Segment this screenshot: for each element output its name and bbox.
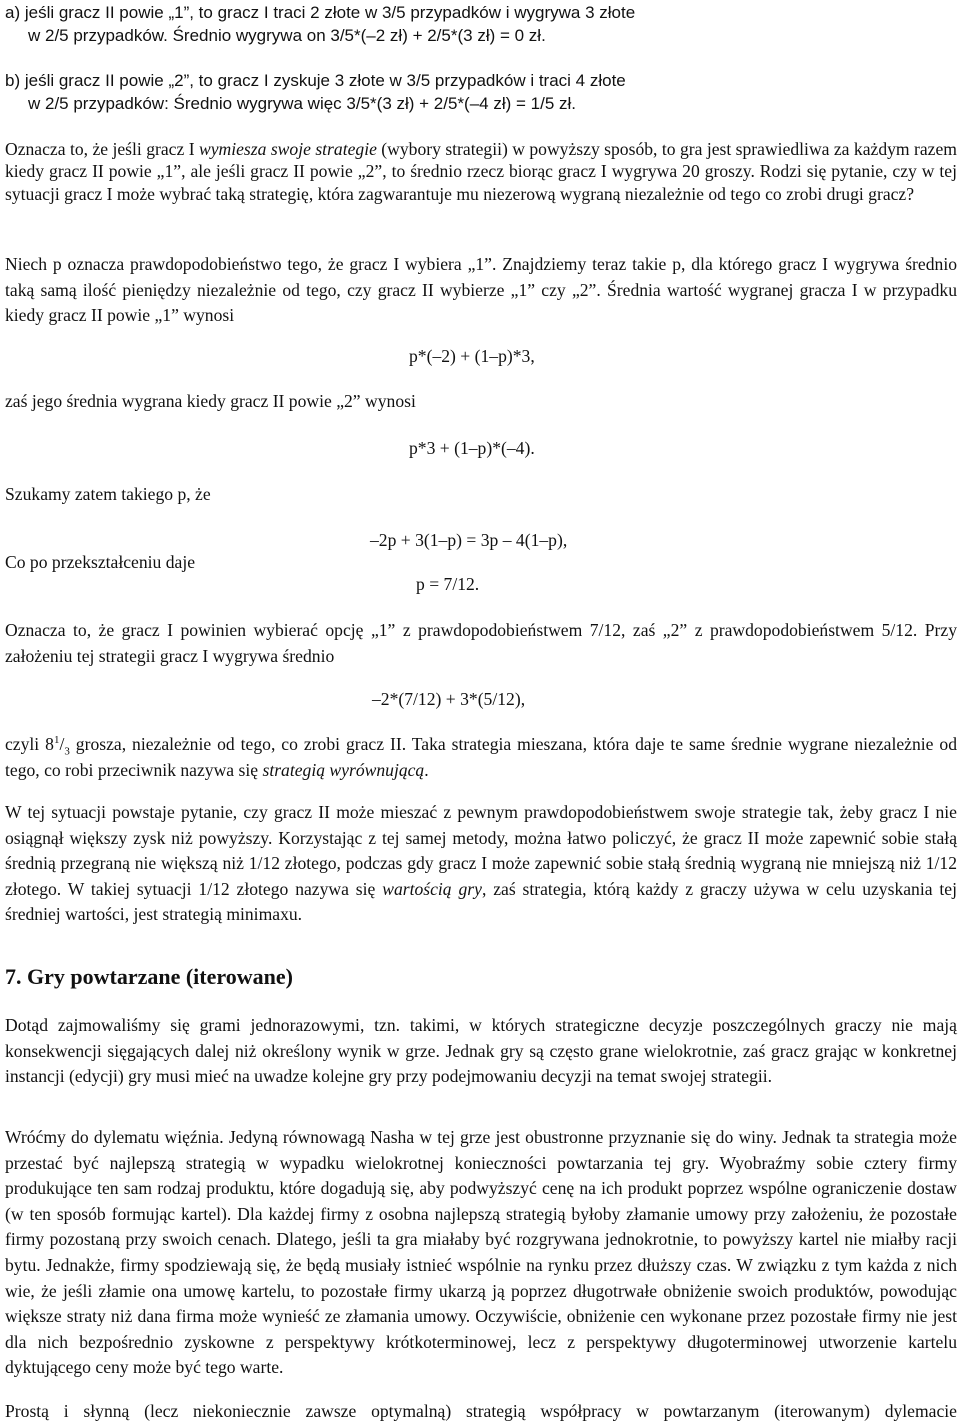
paragraph-cooperation-fragment: Prostą i słynną (lecz niekoniecznie zawsze optymalną) strategią współpracy w powtarzanym (iterowanym) dylemacie [5,1401,957,1421]
formula-2: p*3 + (1–p)*(–4). [409,438,535,458]
p4-frac-num: 1 [53,734,60,747]
section-heading: 7. Gry powtarzane (iterowane) [5,964,293,989]
intro-a-line2: w 2/5 przypadków. Średnio wygrywa on 3/5*(–2 zł) + 2/5*(3 zł) = 0 zł. [28,26,546,45]
paragraph-game-value [5,800,957,928]
formula-3: –2p + 3(1–p) = 3p – 4(1–p), [370,530,568,550]
paragraph-prisoners-dilemma: Wróćmy do dylematu więźnia. Jedyną równowagą Nasha w tej grze jest obustronne przyznanie się do winy. Jednak ta strategia może przestać być najlepszą strategią w wypadku wielokrotnej konieczności powtarzania tej gry. Wyobraźmy sobie cztery firmy produkujące ten sam rodzaj produktu, które dogadują się, aby podwyższyć cenę na ich produkt poprzez wspólne ograniczenie dostaw (w ten sposób formując kartel). Dla każdej firmy z osobna najlepszą strategią byłoby złamanie umowy przy założeniu, że pozostałe firmy pozostaną przy swoich cenach. Dlatego, jeśli ta gra miałaby być rozgrywana jednokrotnie, to powyższy kartel nie miałby racji bytu. Jednakże, firmy spodziewają się, że będą musiały istnieć wspólnie na rynku przez dłuższy czas. W związku z tym każda z nich wie, że jeśli złamie ona umowę kartelu, to pozostałe firmy ukarzą ją poprzez długotrwałe obniżenie swoich produktów, powodując większe straty niż dana firma może wynieść ze złamania umowy. Oczywiście, obniżenie cen wykonane przez pozostałe firmy nie jest dla nich bezpośrednio zyskowne z perspektywy krótkoterminowej, lecz z perspektywy długoterminowej utworzenie kartelu dyktującego ceny może być tego warte. [5,1127,957,1378]
p4-mid: grosza, niezależnie od tego, co zrobi gracz II. Taka strategia mieszana, która daje te same średnie wygrane niezależnie od tego, co robi przeciwnik nazywa się [5,734,958,780]
paragraph-equalizing-strategy [5,732,957,783]
p4-italic: strategią wyrównującą [262,759,425,780]
intro-b-line1: b) jeśli gracz II powie „2”, to gracz I zyskuje 3 złote w 3/5 przypadków i traci 4 złote [5,71,626,90]
p1-post: (wybory strategii) w powyższy sposób, to gra jest sprawiedliwa za każdym razem kiedy gracz II powie „1”, ale jeśli gracz II powie „2”, to średnio rzecz biorąc gracz I wygrywa 20 groszy. Rodzi się pytanie, czy w tej sytuacji gracz I może wybrać taką strategię, która zagwarantuje mu niezerową wygraną niezależnie od tego co zrobi drugi gracz? [5,139,957,204]
formula-4: p = 7/12. [416,574,480,594]
p4-pre: czyli 8 [5,734,54,754]
intro-a-line1: a) jeśli gracz II powie „1”, to gracz I traci 2 złote w 3/5 przypadków i wygrywa 3 złote [5,3,636,22]
paragraph-mixed-strategy [5,138,957,205]
formula-5: –2*(7/12) + 3*(5/12), [372,689,526,709]
p5-post: , zaś strategia, którą każdy z graczy używa w celu uzyskania tej średniej wartości, jest strategią minimaxu. [5,878,957,925]
intro-b-line2: w 2/5 przypadków: Średnio wygrywa więc 3/5*(3 zł) + 2/5*(–4 zł) = 1/5 zł. [28,94,577,113]
p4-frac-sep: / [59,734,65,754]
label-transform: Co po przekształceniu daje [5,552,196,572]
p5-pre: W tej sytuacji powstaje pytanie, czy gracz II może mieszać z pewnym prawdopodobieństwem swoje strategie tak, żeby gracz I nie osiągnął większy zysk niż powyższy. Korzystając z tej samej metody, można łatwo policzyć, że gracz II może zapewnić sobie stałą średnią przegraną nie większą niż 1/12 złotego, podczas gdy gracz I może zapewnić sobie stałą średnią wygraną nie mniejszą niż 1/12 złotego. W takiej sytuacji 1/12 złotego nazywa się [5,802,957,899]
label-second-average: zaś jego średnia wygrana kiedy gracz II powie „2” wynosi [5,391,416,411]
label-seek: Szukamy zatem takiego p, że [5,484,211,504]
paragraph-probability-p: Niech p oznacza prawdopodobieństwo tego, że gracz I wybiera „1”. Znajdziemy teraz takie p, dla którego gracz I wygrywa średnio taką samą ilość pieniędzy niezależnie od tego, czy gracz II wybierze „1” czy „2”. Średnia wartość wygranej gracza I w przypadku kiedy gracz II powie „1” wynosi [5,254,957,326]
paragraph-repeated-games: Dotąd zajmowaliśmy się grami jednorazowymi, tzn. takimi, w których strategiczne decyzje poszczególnych graczy nie mają konsekwencji sięgających dalej niż określony wynik w grze. Jednak gry są często grane wielokrotnie, zaś gracz grając w konkretnej instancji (edycji) gry musi mieć na uwadze kolejne gry przy podejmowaniu decyzji na temat swojej strategii. [5,1015,957,1087]
p1-italic: wymiesza swoje strategie [198,139,377,159]
paragraph-optimal-option: Oznacza to, że gracz I powinien wybierać opcję „1” z prawdopodobieństwem 7/12, zaś „2” z prawdopodobieństwem 5/12. Przy założeniu tej strategii gracz I wygrywa średnio [5,620,957,666]
p1-pre: Oznacza to, że jeśli gracz I [5,139,199,159]
formula-1: p*(–2) + (1–p)*3, [409,346,535,366]
p4-post: . [424,759,429,780]
p5-italic: wartością gry [382,878,482,899]
p4-frac-den: 3 [64,745,70,758]
